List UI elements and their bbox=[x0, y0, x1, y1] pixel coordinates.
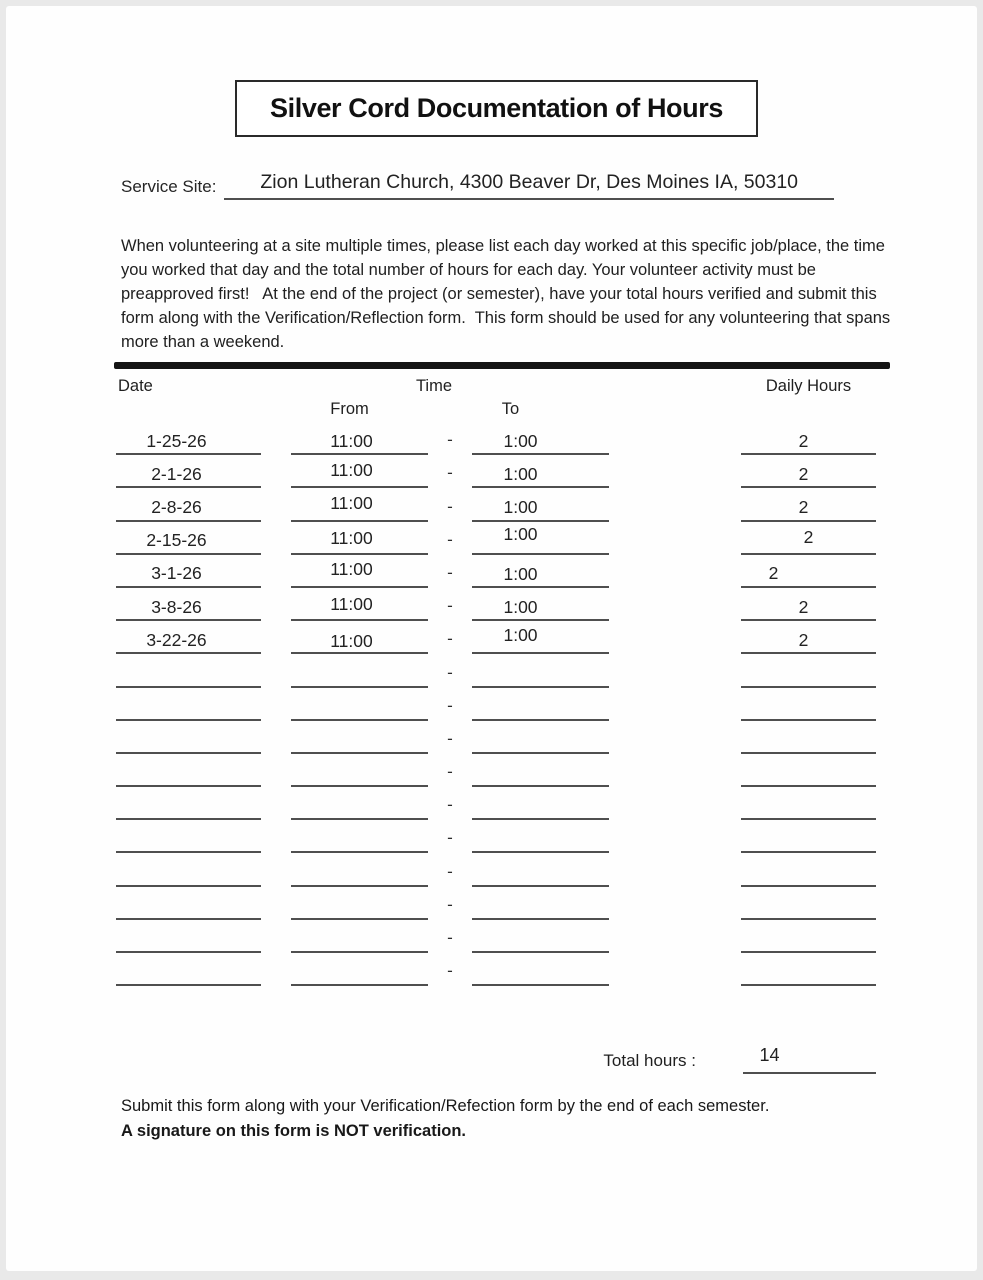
date-field[interactable] bbox=[116, 588, 261, 621]
time-from-value: 11:00 bbox=[330, 459, 373, 480]
date-value: 2-8-26 bbox=[151, 497, 202, 518]
daily-hours-value: 2 bbox=[798, 497, 809, 518]
date-field[interactable] bbox=[116, 887, 261, 920]
daily-hours-field[interactable] bbox=[741, 422, 876, 455]
time-from-field[interactable] bbox=[291, 422, 428, 455]
time-from-value: 11:00 bbox=[330, 630, 373, 651]
date-field[interactable] bbox=[116, 754, 261, 787]
time-to-field[interactable] bbox=[472, 654, 609, 687]
date-value: 3-22-26 bbox=[146, 629, 207, 650]
date-field[interactable] bbox=[116, 688, 261, 721]
daily-hours-field[interactable] bbox=[741, 455, 876, 488]
time-range-dash: - bbox=[447, 828, 453, 848]
form-title-box bbox=[235, 80, 758, 137]
time-to-field[interactable] bbox=[472, 688, 609, 721]
service-site-value: Zion Lutheran Church, 4300 Beaver Dr, Des Moines IA, 50310 bbox=[260, 171, 799, 193]
time-from-field[interactable] bbox=[291, 555, 428, 588]
daily-hours-value: 2 bbox=[798, 629, 809, 650]
daily-hours-value: 2 bbox=[768, 563, 779, 584]
table-row bbox=[116, 820, 876, 853]
time-from-value: 11:00 bbox=[330, 593, 373, 614]
total-hours-row bbox=[116, 1036, 876, 1074]
date-column-header: Date bbox=[118, 377, 153, 395]
service-site-row bbox=[121, 171, 834, 200]
time-to-value: 1:00 bbox=[503, 430, 538, 451]
time-range-dash: - bbox=[447, 961, 453, 981]
to-column-header: To bbox=[501, 400, 520, 418]
table-row bbox=[116, 522, 876, 555]
date-field[interactable] bbox=[116, 621, 261, 654]
time-range-dash: - bbox=[447, 795, 453, 815]
table-row bbox=[116, 588, 876, 621]
table-row bbox=[116, 754, 876, 787]
time-range-dash: - bbox=[447, 430, 453, 450]
time-from-field[interactable] bbox=[291, 853, 428, 886]
date-value: 3-1-26 bbox=[151, 563, 202, 584]
date-field[interactable] bbox=[116, 422, 261, 455]
hours-table bbox=[116, 375, 876, 986]
time-to-field[interactable] bbox=[472, 422, 609, 455]
hours-table-body bbox=[116, 422, 876, 986]
time-column-header: Time bbox=[415, 377, 453, 395]
time-from-field[interactable] bbox=[291, 654, 428, 687]
table-row bbox=[116, 853, 876, 886]
time-range-dash: - bbox=[447, 463, 453, 483]
time-range-dash: - bbox=[447, 629, 453, 649]
time-to-field[interactable] bbox=[472, 953, 609, 986]
time-to-field[interactable] bbox=[472, 887, 609, 920]
time-range-dash: - bbox=[447, 662, 453, 682]
time-from-field[interactable] bbox=[291, 787, 428, 820]
time-from-field[interactable] bbox=[291, 820, 428, 853]
time-from-field[interactable] bbox=[291, 488, 428, 521]
time-to-field[interactable] bbox=[472, 787, 609, 820]
time-from-field[interactable] bbox=[291, 953, 428, 986]
time-range-dash: - bbox=[447, 695, 453, 715]
total-hours-field[interactable] bbox=[743, 1045, 876, 1074]
time-to-value: 1:00 bbox=[503, 596, 538, 617]
table-row bbox=[116, 654, 876, 687]
time-from-field[interactable] bbox=[291, 455, 428, 488]
daily-hours-field[interactable] bbox=[741, 887, 876, 920]
daily-hours-field[interactable] bbox=[741, 820, 876, 853]
daily-hours-field[interactable] bbox=[741, 853, 876, 886]
date-field[interactable] bbox=[116, 455, 261, 488]
table-row bbox=[116, 688, 876, 721]
daily-hours-field[interactable] bbox=[741, 920, 876, 953]
date-field[interactable] bbox=[116, 853, 261, 886]
daily-hours-field[interactable] bbox=[741, 588, 876, 621]
daily-hours-field[interactable] bbox=[741, 522, 876, 555]
table-row bbox=[116, 721, 876, 754]
time-to-field[interactable] bbox=[472, 522, 609, 555]
time-from-value: 11:00 bbox=[330, 559, 373, 580]
footer-line-1: Submit this form along with your Verification/Refection form by the end of each semester. bbox=[121, 1097, 770, 1115]
time-range-dash: - bbox=[447, 562, 453, 582]
time-range-dash: - bbox=[447, 861, 453, 881]
date-field[interactable] bbox=[116, 555, 261, 588]
time-range-dash: - bbox=[447, 496, 453, 516]
time-to-field[interactable] bbox=[472, 721, 609, 754]
daily-hours-value: 2 bbox=[798, 430, 809, 451]
from-column-header: From bbox=[330, 400, 369, 418]
date-field[interactable] bbox=[116, 820, 261, 853]
time-from-field[interactable] bbox=[291, 887, 428, 920]
time-from-field[interactable] bbox=[291, 721, 428, 754]
date-field[interactable] bbox=[116, 920, 261, 953]
daily-hours-field[interactable] bbox=[741, 754, 876, 787]
time-to-field[interactable] bbox=[472, 621, 609, 654]
daily-hours-value: 2 bbox=[803, 527, 814, 548]
service-site-field[interactable] bbox=[224, 171, 834, 200]
time-to-value: 1:00 bbox=[503, 624, 538, 645]
time-to-field[interactable] bbox=[472, 455, 609, 488]
date-field[interactable] bbox=[116, 953, 261, 986]
table-subheader-row bbox=[116, 399, 876, 420]
time-to-field[interactable] bbox=[472, 920, 609, 953]
time-to-value: 1:00 bbox=[503, 463, 538, 484]
daily-hours-field[interactable] bbox=[741, 953, 876, 986]
footer-note bbox=[121, 1094, 921, 1144]
daily-hours-column-header: Daily Hours bbox=[765, 377, 852, 395]
date-field[interactable] bbox=[116, 787, 261, 820]
time-range-dash: - bbox=[447, 928, 453, 947]
table-header-row bbox=[116, 375, 876, 399]
footer-line-2: A signature on this form is NOT verification. bbox=[121, 1122, 467, 1140]
time-range-dash: - bbox=[447, 596, 453, 616]
time-to-field[interactable] bbox=[472, 754, 609, 787]
service-site-label: Service Site: bbox=[121, 177, 217, 196]
table-row bbox=[116, 488, 876, 521]
time-from-field[interactable] bbox=[291, 688, 428, 721]
table-row bbox=[116, 621, 876, 654]
time-from-field[interactable] bbox=[291, 588, 428, 621]
table-row bbox=[116, 422, 876, 455]
time-range-dash: - bbox=[447, 529, 453, 549]
table-row bbox=[116, 455, 876, 488]
time-from-field[interactable] bbox=[291, 754, 428, 787]
time-from-value: 11:00 bbox=[330, 430, 373, 451]
table-row bbox=[116, 887, 876, 920]
total-hours-value: 14 bbox=[759, 1045, 780, 1065]
date-value: 2-15-26 bbox=[146, 530, 207, 551]
total-hours-label: Total hours : bbox=[603, 1051, 696, 1070]
instructions-paragraph: When volunteering at a site multiple times, please list each day worked at this specific job/place, the time you worked that day and the total number of hours for each day. Your volunteer activity must be preapproved first! At the end of the project (or semester), have your total hours verified and submit this form along with the Verification/Reflection form. This form should be used for any volunteering that spans more than a weekend. bbox=[121, 237, 895, 351]
time-to-field[interactable] bbox=[472, 488, 609, 521]
table-row bbox=[116, 555, 876, 588]
time-to-field[interactable] bbox=[472, 588, 609, 621]
section-divider-rule bbox=[114, 362, 890, 369]
time-from-field[interactable] bbox=[291, 920, 428, 953]
daily-hours-field[interactable] bbox=[741, 721, 876, 754]
date-field[interactable] bbox=[116, 522, 261, 555]
daily-hours-value: 2 bbox=[798, 596, 809, 617]
time-to-value: 1:00 bbox=[503, 524, 538, 545]
date-field[interactable] bbox=[116, 721, 261, 754]
date-value: 2-1-26 bbox=[151, 463, 202, 484]
date-value: 3-8-26 bbox=[151, 596, 202, 617]
time-to-value: 1:00 bbox=[503, 564, 538, 585]
time-to-field[interactable] bbox=[472, 853, 609, 886]
daily-hours-value: 2 bbox=[798, 463, 809, 484]
time-to-field[interactable] bbox=[472, 555, 609, 588]
time-range-dash: - bbox=[447, 894, 453, 914]
daily-hours-field[interactable] bbox=[741, 787, 876, 820]
date-field[interactable] bbox=[116, 488, 261, 521]
form-title: Silver Cord Documentation of Hours bbox=[270, 93, 723, 123]
table-row bbox=[116, 920, 876, 953]
form-sheet bbox=[6, 6, 977, 1271]
daily-hours-field[interactable] bbox=[741, 654, 876, 687]
time-range-dash: - bbox=[447, 762, 453, 782]
date-value: 1-25-26 bbox=[146, 430, 207, 451]
daily-hours-field[interactable] bbox=[741, 688, 876, 721]
time-from-value: 11:00 bbox=[330, 528, 373, 549]
table-row bbox=[116, 953, 876, 986]
daily-hours-field[interactable] bbox=[741, 555, 876, 588]
date-field[interactable] bbox=[116, 654, 261, 687]
time-from-field[interactable] bbox=[291, 621, 428, 654]
time-from-field[interactable] bbox=[291, 522, 428, 555]
time-range-dash: - bbox=[447, 728, 453, 748]
time-from-value: 11:00 bbox=[330, 493, 373, 514]
daily-hours-field[interactable] bbox=[741, 621, 876, 654]
time-to-value: 1:00 bbox=[503, 497, 538, 518]
time-to-field[interactable] bbox=[472, 820, 609, 853]
daily-hours-field[interactable] bbox=[741, 488, 876, 521]
table-row bbox=[116, 787, 876, 820]
